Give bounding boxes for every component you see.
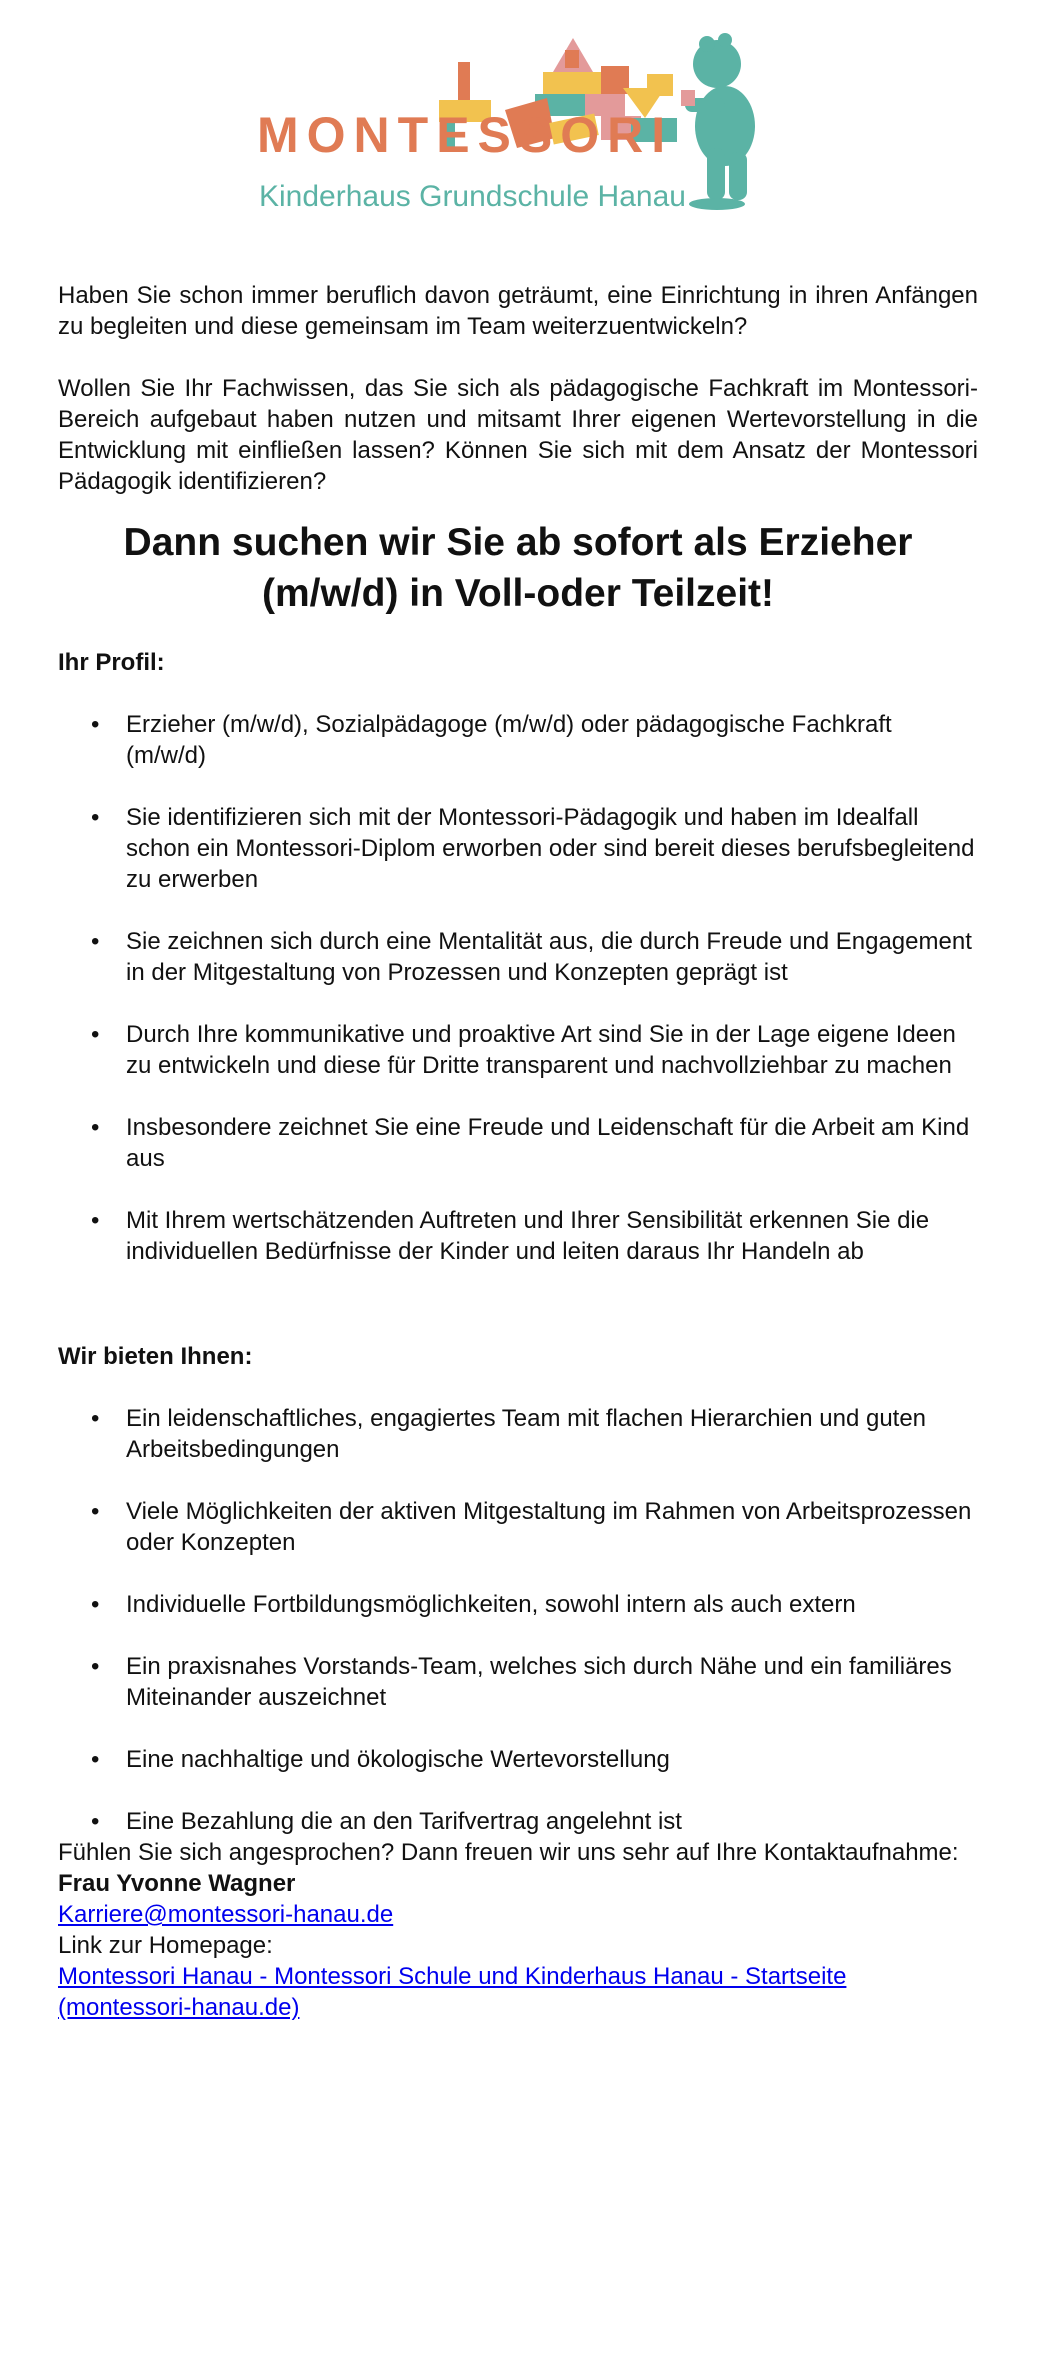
- list-item: [58, 802, 978, 895]
- list-item: [58, 1112, 978, 1174]
- list-item-text: Viele Möglichkeiten der aktiven Mitgestaltung im Rahmen von Arbeitsprozessen oder Konzepten: [126, 1498, 972, 1556]
- profile-list: [58, 709, 978, 1267]
- list-item: [58, 1744, 978, 1775]
- bullet-icon: •: [91, 1021, 100, 1048]
- headline-line-1: Dann suchen wir Sie ab sofort als Erzieher: [123, 521, 913, 564]
- offer-list: [58, 1403, 978, 1837]
- list-item-text: Erzieher (m/w/d), Sozialpädagoge (m/w/d) oder pädagogische Fachkraft (m/w/d): [126, 711, 892, 769]
- bullet-icon: •: [91, 1405, 100, 1432]
- contact-email-link[interactable]: Karriere@montessori-hanau.de: [58, 1901, 394, 1928]
- bullet-icon: •: [91, 1114, 100, 1141]
- bullet-icon: •: [91, 1746, 100, 1773]
- montessori-logo: [255, 28, 815, 228]
- list-item: [58, 926, 978, 988]
- intro-paragraph-1: Haben Sie schon immer beruflich davon geträumt, eine Einrichtung in ihren Anfängen zu begleiten und diese gemeinsam im Team weiterzuentwickeln?: [58, 282, 978, 340]
- list-item: [58, 1589, 978, 1620]
- homepage-link-line-1[interactable]: Montessori Hanau - Montessori Schule und Kinderhaus Hanau - Startseite: [58, 1963, 847, 1990]
- logo-brand-text: MONTESSORI: [257, 107, 674, 163]
- headline-line-2: (m/w/d) in Voll-oder Teilzeit!: [261, 572, 775, 615]
- homepage-link[interactable]: [58, 1963, 846, 2021]
- list-item-text: Insbesondere zeichnet Sie eine Freude und Leidenschaft für die Arbeit am Kind aus: [126, 1114, 970, 1172]
- list-item: [58, 1496, 978, 1558]
- bullet-icon: •: [91, 711, 100, 738]
- homepage-link-row: [58, 1961, 978, 2023]
- logo-graphic: [255, 28, 815, 228]
- logo-tagline: Kinderhaus Grundschule Hanau: [259, 180, 686, 213]
- bullet-icon: •: [91, 1591, 100, 1618]
- list-item-text: Sie zeichnen sich durch eine Mentalität aus, die durch Freude und Engagement in der Mitgestaltung von Prozessen und Konzepten geprägt ist: [126, 928, 972, 986]
- list-item: [58, 709, 978, 771]
- list-item: [58, 1205, 978, 1267]
- bullet-icon: •: [91, 804, 100, 831]
- contact-name: Frau Yvonne Wagner: [58, 1870, 296, 1897]
- homepage-label: Link zur Homepage:: [58, 1932, 273, 1959]
- headline: [58, 517, 978, 619]
- list-item: [58, 1019, 978, 1081]
- list-item-text: Eine Bezahlung die an den Tarifvertrag angelehnt ist: [126, 1808, 682, 1835]
- list-item-text: Eine nachhaltige und ökologische Wertevorstellung: [126, 1746, 670, 1773]
- list-item-text: Ein leidenschaftliches, engagiertes Team mit flachen Hierarchien und guten Arbeitsbedingungen: [126, 1405, 927, 1463]
- bullet-icon: •: [91, 928, 100, 955]
- child-silhouette-icon: [681, 33, 755, 210]
- bullet-icon: •: [91, 1653, 100, 1680]
- job-posting: [58, 280, 978, 2023]
- list-item-text: Sie identifizieren sich mit der Montessori-Pädagogik und haben im Idealfall schon ein Montessori-Diplom erworben oder sind bereit dieses berufsbegleitend zu erwerben: [126, 804, 975, 893]
- list-item: [58, 1403, 978, 1465]
- homepage-link-line-2[interactable]: (montessori-hanau.de): [58, 1994, 300, 2021]
- bullet-icon: •: [91, 1498, 100, 1525]
- list-item-text: Ein praxisnahes Vorstands-Team, welches sich durch Nähe und ein familiäres Miteinander auszeichnet: [126, 1653, 952, 1711]
- profile-heading: Ihr Profil:: [58, 649, 165, 676]
- list-item: [58, 1651, 978, 1713]
- bullet-icon: •: [91, 1207, 100, 1234]
- contact-email-row: [58, 1899, 978, 1930]
- list-item: [58, 1806, 978, 1837]
- offer-heading: Wir bieten Ihnen:: [58, 1343, 253, 1370]
- list-item-text: Individuelle Fortbildungsmöglichkeiten, sowohl intern als auch extern: [126, 1591, 856, 1618]
- closing-text: Fühlen Sie sich angesprochen? Dann freuen wir uns sehr auf Ihre Kontaktaufnahme:: [58, 1839, 959, 1866]
- bullet-icon: •: [91, 1808, 100, 1835]
- list-item-text: Durch Ihre kommunikative und proaktive Art sind Sie in der Lage eigene Ideen zu entwickeln und diese für Dritte transparent und nachvollziehbar zu machen: [126, 1021, 956, 1079]
- list-item-text: Mit Ihrem wertschätzenden Auftreten und Ihrer Sensibilität erkennen Sie die individuellen Bedürfnisse der Kinder und leiten daraus Ihr Handeln ab: [126, 1207, 930, 1265]
- intro-paragraph-2: Wollen Sie Ihr Fachwissen, das Sie sich als pädagogische Fachkraft im Montessori-Bereich aufgebaut haben nutzen und mitsamt Ihrer eigenen Wertevorstellung in die Entwicklung mit einfließen lassen? Können Sie sich mit dem Ansatz der Montessori Pädagogik identifizieren?: [58, 375, 978, 495]
